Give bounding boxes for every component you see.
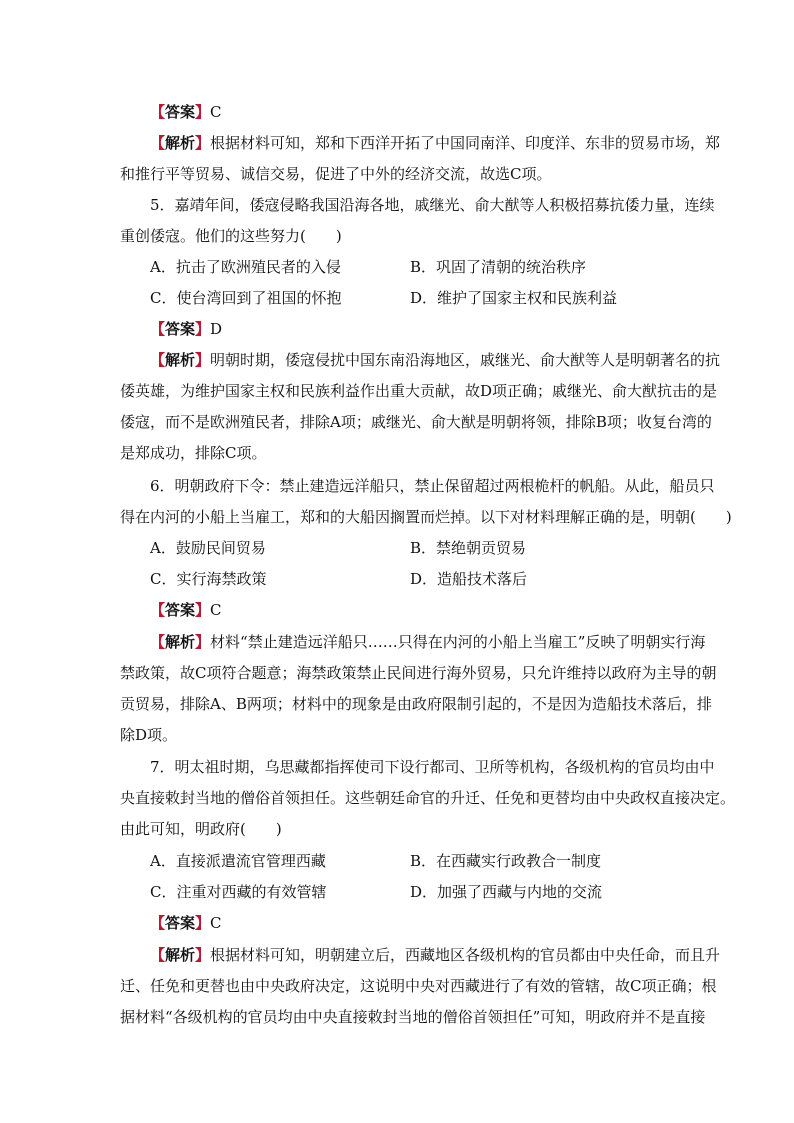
q7-answer: C xyxy=(210,914,222,932)
q6-answer-line: 【答案】C xyxy=(150,601,222,619)
q6-option-a: A．鼓励民间贸易 xyxy=(150,539,266,557)
q6-analysis: 【解析】材料“禁止建造远洋船只……只得在内河的小船上当雇工”反映了明朝实行海 禁政策，故C项符合题意；海禁政策禁止民间进行海外贸易，只允许维持以政府为主导的朝 贡贸易，排除A、B两项；材料中的现象是由政府限制引起的，不是因为造船技术落后，排 除D项。 xyxy=(120,633,717,744)
q7-options xyxy=(150,846,670,908)
q7-option-a: A．直接派遣流官管理西藏 xyxy=(150,852,326,870)
q6-option-c: C．实行海禁政策 xyxy=(150,570,267,588)
q5-option-b: B．巩固了清朝的统治秩序 xyxy=(410,258,587,276)
q6-stem: 6．明朝政府下令：禁止建造远洋船只，禁止保留超过两根桅杆的帆船。从此，船员只 得在内河的小船上当雇工，郑和的大船因搁置而烂掉。以下对材料理解正确的是，明朝( ) xyxy=(120,477,732,526)
q4-answer: C xyxy=(210,103,222,121)
q4-answer-line: 【答案】C xyxy=(150,103,222,121)
q5-answer-line: 【答案】D xyxy=(150,320,223,338)
q7-option-c: C．注重对西藏的有效管辖 xyxy=(150,883,327,901)
q5-answer: D xyxy=(210,320,223,338)
q5-analysis: 【解析】明朝时期，倭寇侵扰中国东南沿海地区，戚继光、俞大猷等人是明朝著名的抗 倭英雄，为维护国家主权和民族利益作出重大贡献，故D项正确；戚继光、俞大猷抗击的是 倭寇，而不是欧洲殖民者，排除A项；戚继光、俞大猷是明朝将领，排除B项；收复台湾的 是郑成功，排除C项。 xyxy=(120,351,721,462)
q4-analysis: 【解析】根据材料可知，郑和下西洋开拓了中国同南洋、印度洋、东非的贸易市场，郑 和推行平等贸易、诚信交易，促进了中外的经济交流，故选C项。 xyxy=(120,134,721,183)
q5-stem: 5．嘉靖年间，倭寇侵略我国沿海各地，戚继光、俞大猷等人积极招募抗倭力量，连续 重创倭寇。他们的这些努力( ) xyxy=(120,196,715,245)
q6-options xyxy=(150,533,670,595)
q7-stem: 7．明太祖时期，乌思藏都指挥使司下设行都司、卫所等机构，各级机构的官员均由中 央直接敕封当地的僧俗首领担任。这些朝廷命官的升迁、任免和更替均由中央政权直接决定。 由此可知，明政府( ) xyxy=(120,758,736,838)
q7-answer-line: 【答案】C xyxy=(150,914,222,932)
q5-option-a: A．抗击了欧洲殖民者的入侵 xyxy=(150,258,341,276)
q7-option-b: B．在西藏实行政教合一制度 xyxy=(410,852,602,870)
q6-answer: C xyxy=(210,601,222,619)
q5-option-d: D．维护了国家主权和民族利益 xyxy=(410,289,618,307)
q5-options xyxy=(150,252,670,314)
q7-analysis: 【解析】根据材料可知，明朝建立后，西藏地区各级机构的官员都由中央任命，而且升 迁、任免和更替也由中央政府决定，这说明中央对西藏进行了有效的管辖，故C项正确；根 据材料“各级机构的官员均由中央直接敕封当地的僧俗首领担任”可知，明政府并不是直接 xyxy=(120,946,721,1026)
q7-option-d: D．加强了西藏与内地的交流 xyxy=(410,883,603,901)
q5-option-c: C．使台湾回到了祖国的怀抱 xyxy=(150,289,342,307)
q6-option-d: D．造船技术落后 xyxy=(410,570,528,588)
q6-option-b: B．禁绝朝贡贸易 xyxy=(410,539,527,557)
